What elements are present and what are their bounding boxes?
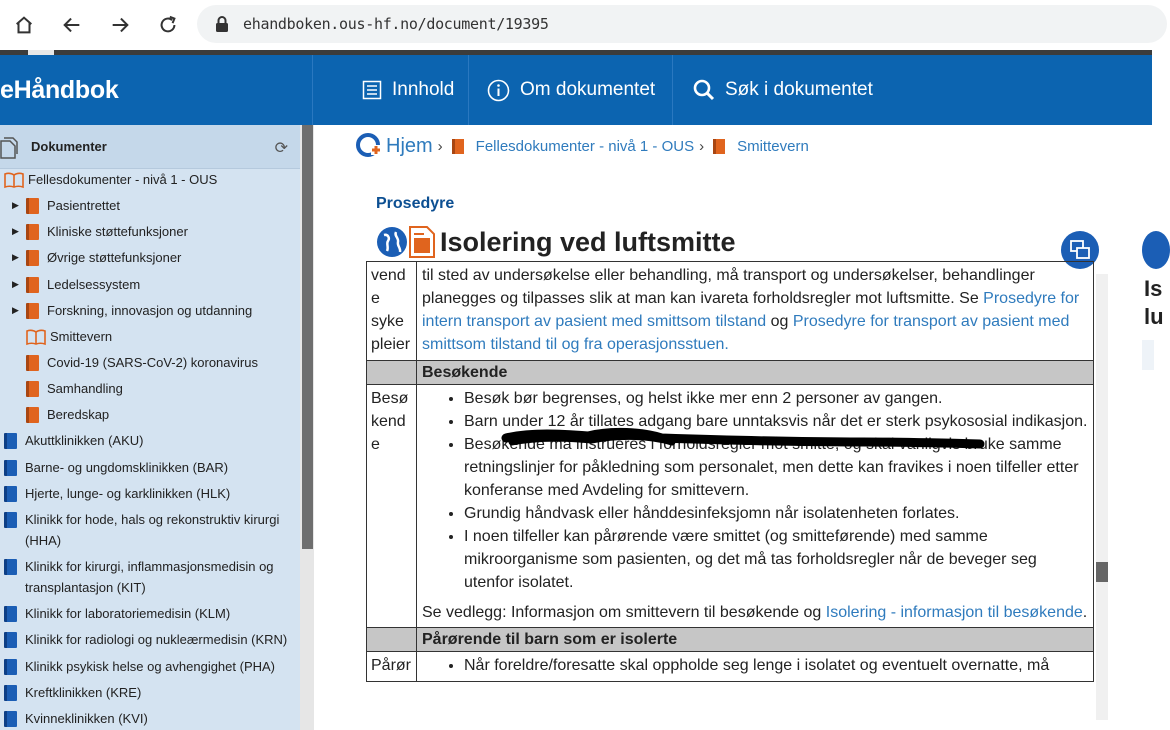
sidebar-item-label: Beredskap xyxy=(47,407,110,422)
refresh-icon[interactable]: ⟳ xyxy=(274,140,288,157)
sidebar-item-label: Ledelsessystem xyxy=(47,277,141,292)
sidebar-item[interactable] xyxy=(4,708,296,729)
book-icon xyxy=(4,460,17,476)
sidebar-item-label: Covid-19 (SARS-CoV-2) koronavirus xyxy=(47,355,258,370)
book-icon xyxy=(4,433,17,449)
book-icon xyxy=(4,685,17,701)
book-icon xyxy=(4,559,17,575)
open-book-icon xyxy=(26,329,46,345)
table-row xyxy=(367,652,1094,682)
section-header-row xyxy=(367,361,1094,385)
section-header-empty xyxy=(367,628,417,652)
reload-button[interactable] xyxy=(144,0,192,50)
list-item: • Besøkende må instrueres i forholdsregler mot smitte, og skal vanligvis bruke samme retningslinjer for påkledning som personalet, men dette kan fravikes i noen tilfeller etter konferanse med Avdeling for smittevern. xyxy=(464,433,1089,502)
nav-om-dokumentet-label: Om dokumentet xyxy=(520,79,656,100)
bullet-list xyxy=(464,654,1089,677)
row-label: vend e syke pleier xyxy=(367,262,417,361)
book-icon xyxy=(4,486,17,502)
section-header-row xyxy=(367,628,1094,652)
caret-right-icon[interactable]: ▶ xyxy=(12,305,19,315)
row-body xyxy=(417,262,1094,361)
document-title-row xyxy=(376,226,736,258)
right-panel-box xyxy=(1142,340,1154,370)
table-row xyxy=(367,262,1094,361)
caret-right-icon[interactable]: ▶ xyxy=(12,200,19,210)
sidebar-item-label: Smittevern xyxy=(50,329,113,344)
home-icon xyxy=(13,14,35,36)
logo-area xyxy=(0,55,313,125)
link-informasjon-besokende[interactable]: Isolering - informasjon til besøkende xyxy=(825,604,1083,621)
sidebar-item[interactable] xyxy=(4,509,296,551)
book-icon xyxy=(4,512,17,528)
sidebar-item-label: Klinikk for laboratoriemedisin (KLM) xyxy=(25,606,231,621)
list-item: • Barn under 12 år tillates adgang bare unntaksvis når det er sterk psykososial indikasjon. xyxy=(464,410,1089,433)
lock-icon xyxy=(215,16,229,32)
row-text: og xyxy=(766,313,793,330)
nav-sok[interactable] xyxy=(673,55,893,125)
row-text: til sted av undersøkelse eller behandling, må transport og undersøkelser, behandlinger xyxy=(422,267,1035,284)
sidebar-item-label: Samhandling xyxy=(47,381,123,396)
sidebar-title: Dokumenter xyxy=(31,139,107,154)
book-icon xyxy=(26,224,39,240)
arrow-left-icon xyxy=(61,14,83,36)
breadcrumb-level1[interactable]: Fellesdokumenter - nivå 1 - OUS xyxy=(475,137,695,155)
content-scrollbar-thumb[interactable] xyxy=(1096,562,1108,582)
row-label: Pårør xyxy=(367,652,417,682)
nav-innhold[interactable] xyxy=(314,55,469,125)
search-icon xyxy=(693,79,715,101)
sidebar-item[interactable] xyxy=(12,300,296,321)
book-icon xyxy=(26,277,39,293)
right-panel-button[interactable] xyxy=(1142,231,1170,269)
sidebar-item[interactable] xyxy=(4,656,296,677)
book-icon xyxy=(26,198,39,214)
row-text: . xyxy=(1082,604,1088,621)
section-header-parorende: Pårørende til barn som er isolerte xyxy=(417,628,1094,652)
sidebar-item[interactable] xyxy=(4,603,296,624)
nav-sok-label: Søk i dokumentet xyxy=(725,79,873,100)
sidebar-item-label: Barne- og ungdomsklinikken (BAR) xyxy=(25,460,229,475)
nav-om-dokumentet[interactable] xyxy=(469,55,673,125)
section-header-besokende: Besøkende xyxy=(417,361,1094,385)
list-icon xyxy=(362,80,382,100)
sidebar-scrollbar-thumb[interactable] xyxy=(302,125,313,549)
browser-toolbar xyxy=(0,0,1152,50)
caret-right-icon[interactable]: ▶ xyxy=(12,279,19,289)
sidebar-item[interactable] xyxy=(4,430,296,451)
breadcrumb xyxy=(356,133,809,159)
section-header-empty xyxy=(367,361,417,385)
row-body xyxy=(417,652,1094,682)
book-icon xyxy=(4,711,17,727)
documents-icon xyxy=(0,137,18,159)
document-title: Isolering ved luftsmitte xyxy=(440,226,736,257)
sidebar-item[interactable] xyxy=(12,221,296,242)
globe-icon xyxy=(376,226,408,258)
sidebar-item-label: Forskning, innovasjon og utdanning xyxy=(47,303,253,318)
app-header xyxy=(0,55,1152,125)
sidebar-item-label: Fellesdokumenter - nivå 1 - OUS xyxy=(28,172,218,187)
sidebar-item[interactable] xyxy=(12,247,296,268)
sidebar-item-label: Kvinneklinikken (KVI) xyxy=(25,711,148,726)
sidebar-item-label: Akuttklinikken (AKU) xyxy=(25,433,144,448)
right-panel-strip xyxy=(1117,125,1164,730)
row-text: Se vedlegg: Informasjon om smittevern til besøkende og xyxy=(422,604,826,621)
caret-right-icon[interactable]: ▶ xyxy=(12,252,19,262)
sidebar-header xyxy=(0,125,300,169)
sidebar-item[interactable] xyxy=(12,326,296,347)
open-book-icon xyxy=(4,172,24,188)
sidebar-item[interactable] xyxy=(12,404,296,425)
see-attachment xyxy=(422,603,1089,623)
sidebar-item[interactable] xyxy=(4,169,296,190)
sidebar-item[interactable] xyxy=(4,629,296,650)
logo[interactable]: eHåndbok xyxy=(0,75,119,104)
breadcrumb-separator: › xyxy=(437,137,443,155)
sidebar-item-label: Klinikk psykisk helse og avhengighet (PHA) xyxy=(25,659,276,674)
address-bar[interactable] xyxy=(197,5,1167,43)
link-transport-operasjonsstuen[interactable]: Prosedyre for transport av pasient med smittsom tilstand til og fra operasjonsstuen. xyxy=(422,313,1070,353)
row-label: Besø kend e xyxy=(367,385,417,628)
book-icon xyxy=(4,659,17,675)
sidebar-item-label: Øvrige støttefunksjoner xyxy=(47,250,182,265)
list-item: • Grundig håndvask eller hånddesinfeksjomn når isolatenheten forlates. xyxy=(464,502,1089,525)
book-icon xyxy=(713,139,725,154)
caret-right-icon[interactable]: ▶ xyxy=(12,226,19,236)
book-icon xyxy=(26,303,39,319)
sidebar-item-label: Klinikk for hode, hals og rekonstruktiv kirurgi (HHA) xyxy=(25,512,280,548)
sidebar-item[interactable] xyxy=(4,457,296,478)
content-table xyxy=(366,261,1094,682)
info-icon xyxy=(487,79,510,102)
reload-icon xyxy=(157,14,179,36)
sidebar-item[interactable] xyxy=(12,195,296,216)
book-icon xyxy=(4,606,17,622)
sidebar-item-label: Hjerte, lunge- og karklinikken (HLK) xyxy=(25,486,231,501)
nav-innhold-label: Innhold xyxy=(392,79,455,100)
redaction-scribble xyxy=(502,426,986,456)
sidebar-item[interactable] xyxy=(12,274,296,295)
sidebar-item-label: Kreftklinikken (KRE) xyxy=(25,685,142,700)
document-content xyxy=(366,267,1108,720)
list-item: • Besøk bør begrenses, og helst ikke mer enn 2 personer av gangen. xyxy=(464,387,1089,410)
book-icon xyxy=(452,139,464,154)
row-text: planegges og tilpasses slik at man kan ivareta forholdsregler mot luftsmitte. Se xyxy=(422,290,984,307)
sidebar-item-label: Pasientrettet xyxy=(47,198,120,213)
sidebar-item-label: Kliniske støttefunksjoner xyxy=(47,224,188,239)
book-icon xyxy=(26,381,39,397)
arrow-right-icon xyxy=(109,14,131,36)
url-text: ehandboken.ous-hf.no/document/19395 xyxy=(243,15,549,33)
book-icon xyxy=(26,355,39,371)
breadcrumb-level2[interactable]: Smittevern xyxy=(737,137,809,155)
book-icon xyxy=(26,407,39,423)
link-intern-transport[interactable]: Prosedyre for intern transport av pasient med smittsom tilstand xyxy=(422,290,1080,330)
document-type: Prosedyre xyxy=(376,195,455,212)
right-panel-title: Is lu xyxy=(1144,276,1164,329)
home-logo-icon xyxy=(356,133,382,159)
content-scrollbar[interactable] xyxy=(1096,274,1108,720)
window-icon xyxy=(1069,239,1091,261)
sidebar-item[interactable] xyxy=(4,483,296,504)
sidebar xyxy=(0,125,314,730)
back-button[interactable] xyxy=(48,0,96,50)
list-item: • Når foreldre/foresatte skal oppholde seg lenge i isolatet og eventuelt overnatte, må xyxy=(464,654,1089,677)
sidebar-item[interactable] xyxy=(12,352,296,373)
sidebar-item-label: Klinikk for kirurgi, inflammasjonsmedisin og transplantasjon (KIT) xyxy=(25,559,274,595)
row-body xyxy=(417,385,1094,628)
home-button[interactable] xyxy=(0,0,48,50)
breadcrumb-home[interactable]: Hjem xyxy=(386,134,433,157)
sidebar-item[interactable] xyxy=(12,378,296,399)
breadcrumb-separator: › xyxy=(699,137,705,155)
forward-button[interactable] xyxy=(96,0,144,50)
list-item: • I noen tilfeller kan pårørende være smittet (og smitteførende) med samme mikroorganisme som pasienten, og det må tas forholdsregler når de beveger seg utenfor isolatet. xyxy=(464,525,1089,594)
book-icon xyxy=(26,250,39,266)
sidebar-item[interactable] xyxy=(4,556,296,598)
table-row xyxy=(367,385,1094,628)
bullet-list xyxy=(464,387,1089,594)
book-icon xyxy=(4,632,17,648)
sidebar-item[interactable] xyxy=(4,682,296,703)
document-icon xyxy=(408,226,436,258)
sidebar-item-label: Klinikk for radiologi og nukleærmedisin (KRN) xyxy=(25,632,288,647)
